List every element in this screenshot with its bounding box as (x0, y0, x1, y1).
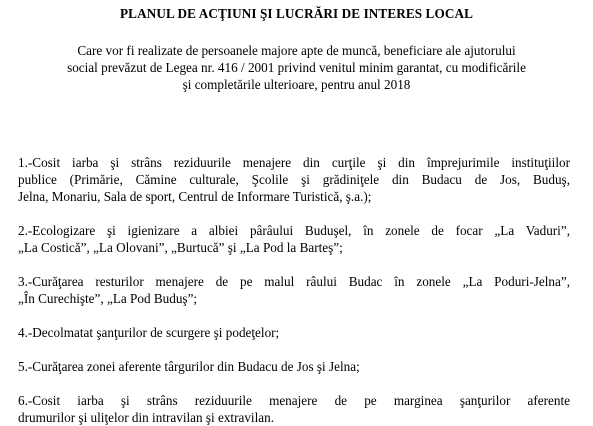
list-item-6-line-1: 6.-Cosit iarba şi strâns reziduurile menajere de pe marginea şanţurilor aferente (18, 393, 570, 408)
list-item-4-line-1: 4.-Decolmatat şanţurilor de scurgere şi podeţelor; (18, 325, 280, 340)
subtitle-line-3: şi completările ulterioare, pentru anul 2018 (182, 77, 411, 92)
list-item-1-line-2: publice (Primărie, Cămine culturale, Şcolile şi grădiniţele din Budacu de Jos, Buduş, (18, 172, 570, 187)
list-item-2-line-2: „La Costică”, „La Olovani”, „Burtucă” şi „La Pod la Barteş”; (18, 240, 343, 255)
list-item-6-line-2: drumurilor şi uliţelor din intravilan şi extravilan. (18, 410, 275, 425)
list-item-4 (18, 324, 570, 341)
subtitle-line-1: Care vor fi realizate de persoanele majore apte de muncă, beneficiare ale ajutorului (77, 43, 516, 58)
list-item-2-line-1: 2.-Ecologizare şi igienizare a albiei pârâului Buduşel, în zonele de focar „La Vaduri”, (18, 223, 570, 238)
list-item-5 (18, 358, 570, 375)
subtitle-line-2: social prevăzut de Legea nr. 416 / 2001 privind venitul minim garantat, cu modificările (67, 60, 526, 75)
list-item-1-line-3: Jelna, Monariu, Sala de sport, Centrul de Informare Turistică, ş.a.); (18, 189, 372, 204)
list-item-2 (18, 222, 570, 256)
list-item-3-line-1: 3.-Curăţarea resturilor menajere de pe malul râului Budac în zonele „La Poduri-Jelna”, (18, 274, 570, 289)
list-item-1 (18, 154, 570, 205)
list-item-3-line-2: „În Curechişte”, „La Pod Buduş”; (18, 291, 198, 306)
list-item-1-line-1: 1.-Cosit iarba şi strâns reziduurile menajere din curţile şi din împrejurimile instituţiilor (18, 155, 570, 170)
list-item-6 (18, 392, 570, 426)
list-item-5-line-1: 5.-Curăţarea zonei aferente târgurilor din Budacu de Jos şi Jelna; (18, 359, 360, 374)
document-title: PLANUL DE ACŢIUNI ŞI LUCRĂRI DE INTERES LOCAL (120, 6, 473, 21)
list-item-3 (18, 273, 570, 307)
